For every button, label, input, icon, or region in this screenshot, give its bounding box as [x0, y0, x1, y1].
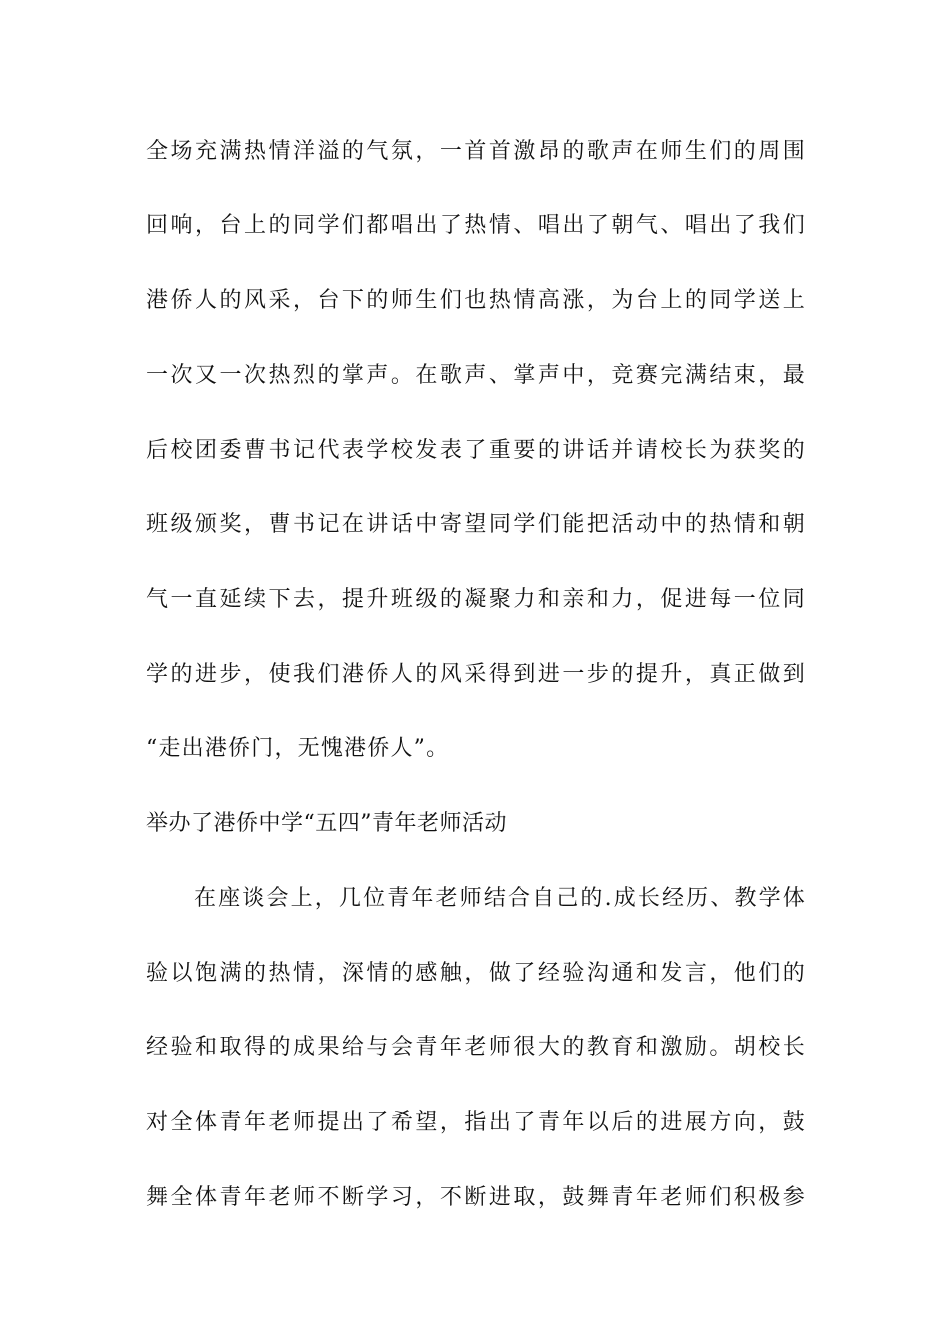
paragraph-1-line: 班级颁奖，曹书记在讲话中寄望同学们能把活动中的热情和朝	[146, 512, 806, 537]
paragraph-2-line: 舞全体青年老师不断学习，不断进取，鼓舞青年老师们积极参	[146, 1185, 806, 1210]
paragraph-1-line: 气一直延续下去，提升班级的凝聚力和亲和力，促进每一位同	[146, 587, 806, 612]
paragraph-1-line: 学的进步，使我们港侨人的风采得到进一步的提升，真正做到	[146, 662, 806, 687]
paragraph-1-line: 全场充满热情洋溢的气氛，一首首激昂的歌声在师生们的周围	[146, 139, 806, 164]
paragraph-1-line: 港侨人的风采，台下的师生们也热情高涨，为台上的同学送上	[146, 288, 806, 313]
paragraph-1-line: 回响，台上的同学们都唱出了热情、唱出了朝气、唱出了我们	[146, 213, 806, 238]
paragraph-2-line: 经验和取得的成果给与会青年老师很大的教育和激励。胡校长	[146, 1035, 806, 1060]
paragraph-2-line: 对全体青年老师提出了希望，指出了青年以后的进展方向，鼓	[146, 1110, 806, 1135]
paragraph-2-line: 验以饱满的热情，深情的感触，做了经验沟通和发言，他们的	[146, 961, 806, 986]
paragraph-2-line-first: 在座谈会上，几位青年老师结合自己的.成长经历、教学体	[194, 886, 806, 911]
paragraph-1-line: 后校团委曹书记代表学校发表了重要的讲话并请校长为获奖的	[146, 438, 806, 463]
paragraph-1-line-last: “走出港侨门，无愧港侨人”。	[146, 736, 450, 761]
paragraph-1-line: 一次又一次热烈的掌声。在歌声、掌声中，竞赛完满结束，最	[146, 363, 806, 388]
section-heading: 举办了港侨中学“五四”青年老师活动	[146, 811, 507, 836]
